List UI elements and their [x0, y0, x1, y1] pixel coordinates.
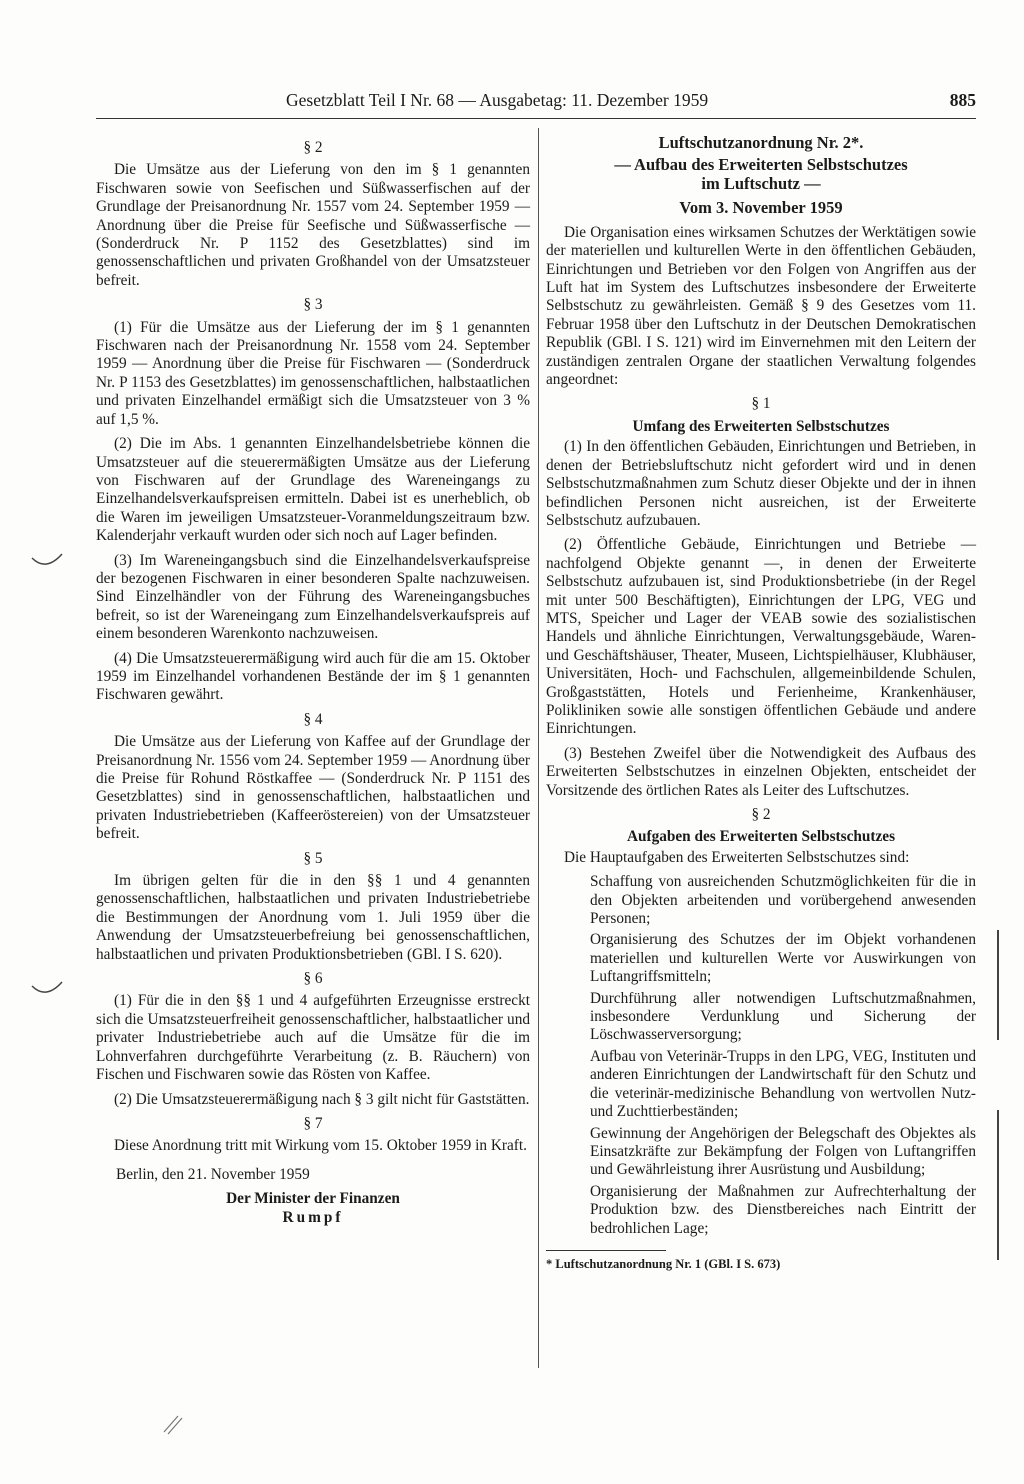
gazette-title: Gesetzblatt Teil I Nr. 68 — Ausgabetag: 11. Dezember 1959: [286, 90, 709, 110]
page-header: [96, 88, 976, 119]
place-date: Berlin, den 21. November 1959: [116, 1165, 310, 1183]
paragraph: (1) Für die Umsätze aus der Lieferung der im § 1 genannten Fischwaren nach der Preisanordnung Nr. 1558 vom 24. September 1959 — Anordnung über die Preise für Fischwaren — (Sonderdruck Nr. P 1153 des Gesetzblattes) im genossenschaftlichen, halbstaatlichen und privaten Einzelhandel ermäßigt sich die Umsatzsteuer von 3 % auf 1,5 %.: [96, 318, 530, 428]
ordinance-date: Vom 3. November 1959: [679, 198, 843, 218]
preamble: Die Organisation eines wirksamen Schutzes der Werktätigen sowie der materiellen und kulturellen Werte in den öffentlichen Gebäuden, Einrichtungen und Betrieben vor den Folgen von Angriffen aus der Luft hat im System des Luftschutzes insbesondere der Erweiterte Selbstschutz zu gewährleisten. Gemäß § 9 des Gesetzes vom 11. Februar 1958 über den Luftschutz in der Deutschen Demokratischen Republik (GBl. I S. 121) wird im Einvernehmen mit den Leitern der zuständigen zentralen Organe der staatlichen Verwaltung folgendes angeordnet:: [546, 223, 976, 389]
list-item: Schaffung von ausreichenden Schutzmöglichkeiten für die in den Objekten arbeitenden und vorübergehend anwesenden Personen;: [590, 873, 976, 928]
list-item: Durchführung aller notwendigen Luftschutzmaßnahmen, insbesondere Verdunklung und Sicherung der Löschwasserversorgung;: [590, 989, 976, 1044]
section-title: Aufgaben des Erweiterten Selbstschutzes: [626, 828, 896, 846]
signer-name: Rumpf: [282, 1208, 344, 1226]
paragraph: Die Hauptaufgaben des Erweiterten Selbstschutzes sind:: [564, 848, 910, 866]
section-title: Umfang des Erweiterten Selbstschutzes: [632, 417, 890, 435]
paragraph: (2) Die Umsatzsteuerermäßigung nach § 3 gilt nicht für Gaststätten.: [114, 1090, 530, 1108]
list-item: Organisierung des Schutzes der im Objekt vorhandenen materiellen und kulturellen Werte vor Auswirkungen von Luftangriffsmitteln;: [590, 931, 976, 986]
section-number: § 5: [303, 849, 323, 867]
paragraph: Die Umsätze aus der Lieferung von Kaffee auf der Grundlage der Preisanordnung Nr. 1556 vom 24. September 1959 — Anordnung über die Preise für Rohund Röstkaffee — (Sonderdruck Nr. P 1151 des Gesetzblattes) sind in genossenschaftlichen, halbstaatlichen und privaten Industriebetrieben (Kaffeeröstereien) von der Umsatzsteuer befreit.: [96, 733, 530, 843]
ordinance-subtitle-2: im Luftschutz —: [701, 174, 821, 194]
paragraph: Diese Anordnung tritt mit Wirkung vom 15. Oktober 1959 in Kraft.: [114, 1137, 527, 1155]
column-divider: [538, 128, 539, 1368]
paragraph: (2) Öffentliche Gebäude, Einrichtungen und Betriebe — nachfolgend Objekte genannt —, in denen der Erweiterte Selbstschutz aufzubauen ist, sind Produktionsbetriebe (in der Regel mit unter 500 Beschäftigten), Einrichtungen der LPG, VEG und MTS, Speicher und Lager der VEAB sowie des sozialistischen Handels und ähnliche Einrichtungen, Verwaltungsgebäude, Waren- und Geschäftshäuser, Theater, Museen, Lichtspielhäuser, Klubhäuser, Universitäten, Hoch- und Fachschulen, allgemeinbildende Schulen, Großgaststätten, Hotels und Ferienheime, Krankenhäuser, Polikliniken sowie alle sonstigen öffentlichen Gebäude und andere Einrichtungen.: [546, 536, 976, 738]
paragraph: Die Umsätze aus der Lieferung von den im § 1 genannten Fischwaren sowie von Seefischen und Süßwasserfischen auf der Grundlage der Preisanordnung Nr. 1557 vom 24. September 1959 — Anordnung über die Preise für Seefische und Süßwasserfische — (Sonderdruck Nr. P 1152 des Gesetzblattes) sind im genossenschaftlichen und privaten Großhandel von der Umsatzsteuer befreit.: [96, 161, 530, 289]
left-column: [96, 134, 530, 1227]
paragraph: (3) Bestehen Zweifel über die Notwendigkeit des Aufbaus des Erweiterten Selbstschutzes in einzelnen Objekten, entscheidet der Vorsitzende des örtlichen Rates als Leiter des Luftschutzes.: [546, 744, 976, 799]
list-item: Gewinnung der Angehörigen der Belegschaft des Objektes als Einsatzkräfte zur Bekämpfung der Folgen von Luftangriffen und Gewährleistung ihrer Ausrüstung und Ausbildung;: [590, 1124, 976, 1179]
paragraph: Im übrigen gelten für die in den §§ 1 und 4 genannten genossenschaftlichen, halbstaatlichen und privaten Industriebetriebe die Bestimmungen der Anordnung vom 1. Juli 1959 über die Anwendung der Umsatzsteuerbefreiung bei genossenschaftlichen, halbstaatlichen und privaten Produktionsbetrieben (GBl. I S. 620).: [96, 872, 530, 963]
section-number: § 2: [303, 139, 323, 156]
section-number: § 7: [303, 1114, 323, 1132]
paragraph: (2) Die im Abs. 1 genannten Einzelhandelsbetriebe können die Umsatzsteuer auf die steuerermäßigten Umsätze aus der Lieferung von Fischwaren auf der Grundlage des Wareneingangs zu Einzelhandelsverkaufspreisen ermitteln. Dabei ist es unerheblich, ob die Waren im jeweiligen Umsatzsteuer-Voranmeldungszeitraum bzw. Kalenderjahr verkauft wurden oder sich noch auf Lager befinden.: [96, 435, 530, 545]
page-number: 885: [949, 90, 976, 110]
signer-organization: Der Minister der Finanzen: [226, 1190, 400, 1208]
margin-check-mark: [28, 548, 68, 578]
paragraph: (1) Für die in den §§ 1 und 4 aufgeführten Erzeugnisse erstreckt sich die Umsatzsteuerfreiheit genossenschaftlicher, halbstaatlicher und privater Industriebetriebe auch auf die Umsätze für die im Lohnverfahren durchgeführte Verarbeitung (z. B. Räuchern) von Fischen und Fischwaren sowie das Rösten von Kaffee.: [96, 992, 530, 1084]
paragraph: (1) In den öffentlichen Gebäuden, Einrichtungen und Betrieben, in denen der Betriebsluftschutz nicht gefordert wird und in denen Selbstschutzmaßnahmen zum Schutz dieser Objekte und der in ihnen befindlichen Personen nicht ausreichen, ist der Erweiterte Selbstschutz aufzubauen.: [546, 438, 976, 529]
margin-check-mark: [28, 976, 68, 1006]
footnote-divider: [546, 1250, 666, 1251]
task-list: [546, 873, 976, 1238]
margin-side-line: [992, 930, 1006, 1290]
list-item: Organisierung der Maßnahmen zur Aufrechterhaltung der Produktion bzw. des Dienstbereiches nach Eintritt der bedrohlichen Lage;: [590, 1182, 976, 1237]
section-number: § 1: [751, 395, 771, 413]
section-number: § 6: [303, 970, 323, 988]
section-number: § 3: [303, 296, 323, 314]
paragraph: (3) Im Wareneingangsbuch sind die Einzelhandelsverkaufspreise der bezogenen Fischwaren in einer besonderen Spalte nachzuweisen. Sind Einzelhändler von der Führung des Wareneingangsbuches befreit, so ist der Wareneingang zum Einzelhandelsverkaufspreis auf einem besonderen Warenkonto nachzuweisen.: [96, 551, 530, 643]
pencil-scribble: [160, 1408, 190, 1438]
ordinance-subtitle: — Aufbau des Erweiterten Selbstschutzes: [614, 155, 908, 175]
ordinance-title: Luftschutzanordnung Nr. 2*.: [658, 133, 864, 152]
right-column: [546, 134, 976, 1273]
footnote: * Luftschutzanordnung Nr. 1 (GBl. I S. 673): [546, 1256, 781, 1271]
paragraph: (4) Die Umsatzsteuerermäßigung wird auch für die am 15. Oktober 1959 im Einzelhandel vorhandenen Bestände der im § 1 genannten Fischwaren gewährt.: [96, 649, 530, 704]
section-number: § 4: [303, 710, 323, 728]
list-item: Aufbau von Veterinär-Trupps in den LPG, VEG, Instituten und anderen Einrichtungen der Landwirtschaft für den Schutz und die veterinär-medizinische Behandlung von wertvollen Nutz- und Zuchttierbeständen;: [590, 1047, 976, 1121]
section-number: § 2: [751, 806, 771, 823]
